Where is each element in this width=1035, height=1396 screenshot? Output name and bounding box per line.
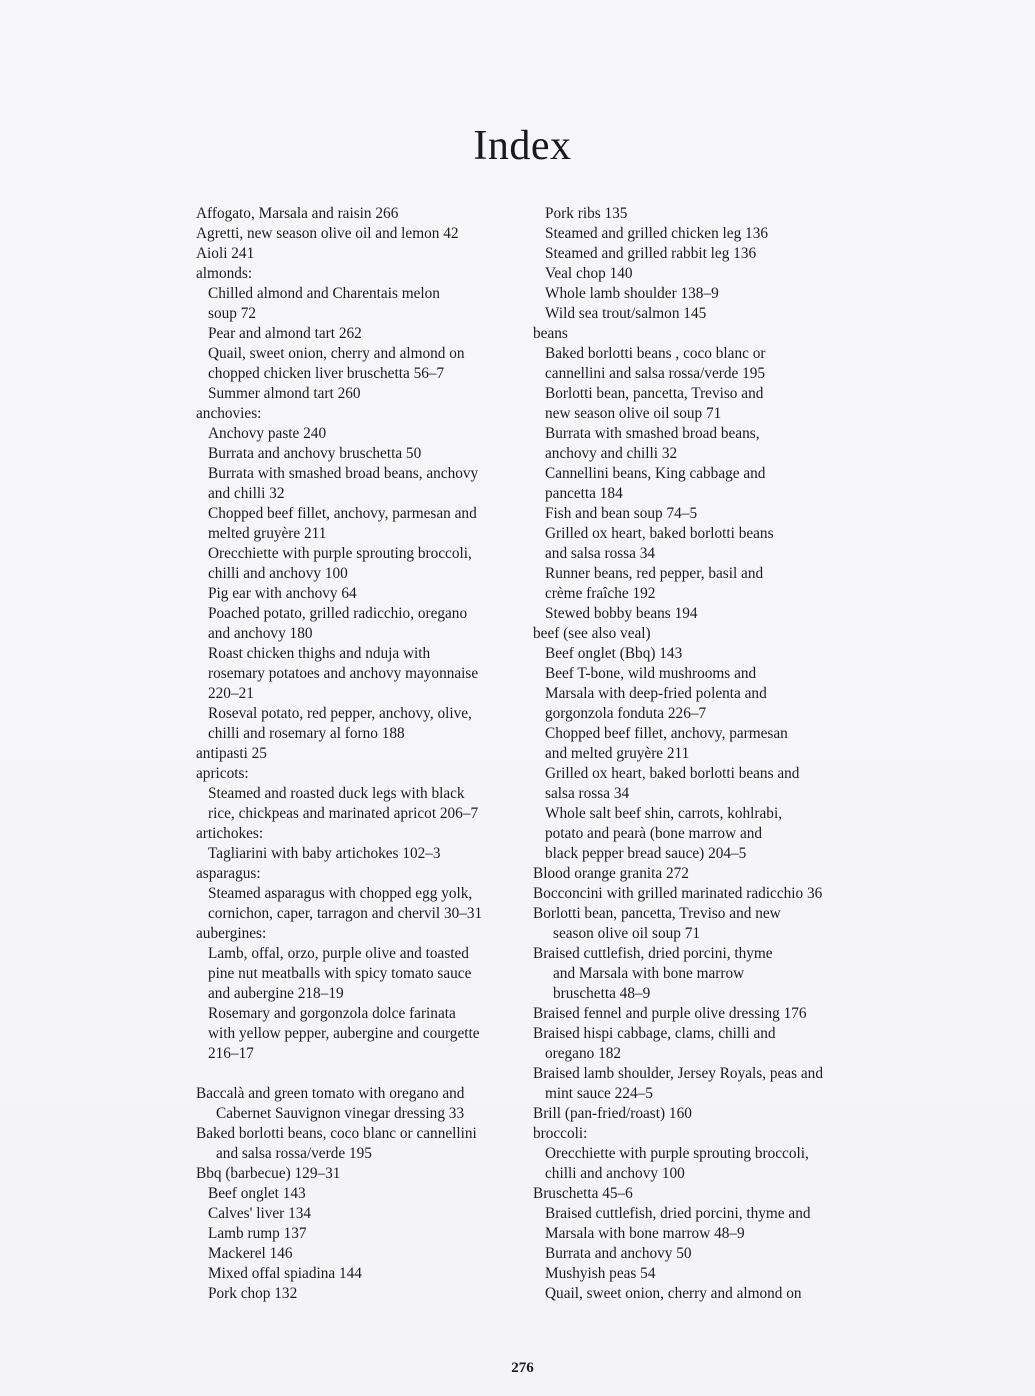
index-entry: Braised cuttlefish, dried porcini, thyme xyxy=(533,945,773,962)
index-entry: apricots: xyxy=(196,765,249,782)
index-subentry: Tagliarini with baby artichokes 102–3 xyxy=(208,845,441,862)
index-subentry: Quail, sweet onion, cherry and almond on xyxy=(545,1285,802,1302)
index-subentry: chopped chicken liver bruschetta 56–7 xyxy=(208,365,445,382)
index-subentry: Poached potato, grilled radicchio, oregano xyxy=(208,605,468,622)
index-entry: Baccalà and green tomato with oregano and xyxy=(196,1085,465,1102)
index-subentry: Whole lamb shoulder 138–9 xyxy=(545,285,719,302)
index-subentry: and salsa rossa/verde 195 xyxy=(216,1145,372,1162)
index-subentry: Quail, sweet onion, cherry and almond on xyxy=(208,345,465,362)
index-entry: aubergines: xyxy=(196,925,267,942)
index-subentry: Burrata with smashed broad beans, xyxy=(545,425,760,442)
index-subentry: Roast chicken thighs and nduja with xyxy=(208,645,431,662)
index-subentry: and aubergine 218–19 xyxy=(208,985,344,1002)
index-subentry: black pepper bread sauce) 204–5 xyxy=(545,845,747,862)
index-subentry: with yellow pepper, aubergine and courgette xyxy=(208,1025,480,1042)
index-subentry: and Marsala with bone marrow xyxy=(553,965,745,982)
index-subentry: Chopped beef fillet, anchovy, parmesan and xyxy=(208,505,477,522)
index-subentry: crème fraîche 192 xyxy=(545,585,656,602)
index-subentry: Pork ribs 135 xyxy=(545,205,628,222)
index-subentry: rice, chickpeas and marinated apricot 206–7 xyxy=(208,805,479,822)
index-subentry: Cabernet Sauvignon vinegar dressing 33 xyxy=(216,1105,465,1122)
index-subentry: Borlotti bean, pancetta, Treviso and xyxy=(545,385,764,402)
index-subentry: 220–21 xyxy=(208,685,254,702)
index-subentry: Pork chop 132 xyxy=(208,1285,298,1302)
index-subentry: Braised cuttlefish, dried porcini, thyme and xyxy=(545,1205,811,1222)
index-subentry: Wild sea trout/salmon 145 xyxy=(545,305,707,322)
index-subentry: pine nut meatballs with spicy tomato sauce xyxy=(208,965,472,982)
index-subentry: Lamb rump 137 xyxy=(208,1225,307,1242)
index-subentry: anchovy and chilli 32 xyxy=(545,445,678,462)
index-subentry: Steamed and grilled chicken leg 136 xyxy=(545,225,769,242)
index-subentry: Roseval potato, red pepper, anchovy, olive, xyxy=(208,705,472,722)
index-subentry: chilli and anchovy 100 xyxy=(545,1165,685,1182)
index-subentry: Lamb, offal, orzo, purple olive and toasted xyxy=(208,945,469,962)
index-entry: Braised lamb shoulder, Jersey Royals, peas and xyxy=(533,1065,823,1082)
index-subentry: Chopped beef fillet, anchovy, parmesan xyxy=(545,725,788,742)
index-subentry: and melted gruyère 211 xyxy=(545,745,690,762)
index-subentry: melted gruyère 211 xyxy=(208,525,327,542)
index-subentry: chilli and rosemary al forno 188 xyxy=(208,725,405,742)
index-subentry: Chilled almond and Charentais melon xyxy=(208,285,440,302)
index-subentry: Steamed and grilled rabbit leg 136 xyxy=(545,245,757,262)
index-subentry: oregano 182 xyxy=(545,1045,622,1062)
index-entry: Blood orange granita 272 xyxy=(533,865,689,882)
index-subentry: season olive oil soup 71 xyxy=(553,925,701,942)
index-subentry: and anchovy 180 xyxy=(208,625,313,642)
page-number: 276 xyxy=(511,1360,534,1376)
index-subentry: Grilled ox heart, baked borlotti beans xyxy=(545,525,774,542)
index-subentry: Mushyish peas 54 xyxy=(545,1265,656,1282)
index-entry: Bruschetta 45–6 xyxy=(533,1185,633,1202)
index-column-left xyxy=(196,204,516,1304)
index-entry: asparagus: xyxy=(196,865,261,882)
index-subentry: Burrata with smashed broad beans, anchovy xyxy=(208,465,479,482)
index-subentry: Orecchiette with purple sprouting broccoli, xyxy=(208,545,472,562)
index-entry: beef (see also veal) xyxy=(533,625,651,642)
index-subentry: Veal chop 140 xyxy=(545,265,633,282)
index-entry: Bbq (barbecue) 129–31 xyxy=(196,1165,341,1182)
index-subentry: and chilli 32 xyxy=(208,485,285,502)
index-subentry: Burrata and anchovy bruschetta 50 xyxy=(208,445,422,462)
index-subentry: gorgonzola fonduta 226–7 xyxy=(545,705,707,722)
page-title: Index xyxy=(473,123,572,169)
index-subentry: Rosemary and gorgonzola dolce farinata xyxy=(208,1005,456,1022)
index-entry: Braised fennel and purple olive dressing 176 xyxy=(533,1005,807,1022)
index-subentry: Fish and bean soup 74–5 xyxy=(545,505,698,522)
index-entry: almonds: xyxy=(196,265,253,282)
index-entry: Baked borlotti beans, coco blanc or cannellini xyxy=(196,1125,477,1142)
index-entry: Bocconcini with grilled marinated radicchio 36 xyxy=(533,885,823,902)
index-subentry: Beef onglet (Bbq) 143 xyxy=(545,645,683,662)
index-entry: Affogato, Marsala and raisin 266 xyxy=(196,205,399,222)
index-subentry: chilli and anchovy 100 xyxy=(208,565,348,582)
index-entry: artichokes: xyxy=(196,825,264,842)
index-subentry: cannellini and salsa rossa/verde 195 xyxy=(545,365,766,382)
index-entry: Borlotti bean, pancetta, Treviso and new xyxy=(533,905,781,922)
index-column-right xyxy=(533,204,858,1304)
index-subentry: Pear and almond tart 262 xyxy=(208,325,362,342)
index-subentry: Marsala with bone marrow 48–9 xyxy=(545,1225,745,1242)
index-subentry: Steamed and roasted duck legs with black xyxy=(208,785,465,802)
index-entry: Brill (pan-fried/roast) 160 xyxy=(533,1105,692,1122)
index-subentry: rosemary potatoes and anchovy mayonnaise xyxy=(208,665,479,682)
index-subentry: Stewed bobby beans 194 xyxy=(545,605,698,622)
index-entry: anchovies: xyxy=(196,405,262,422)
index-subentry: Grilled ox heart, baked borlotti beans and xyxy=(545,765,800,782)
index-subentry: Baked borlotti beans , coco blanc or xyxy=(545,345,766,362)
index-subentry: potato and pearà (bone marrow and xyxy=(545,825,763,842)
index-subentry: cornichon, caper, tarragon and chervil 30–31 xyxy=(208,905,483,922)
index-subentry: Whole salt beef shin, carrots, kohlrabi, xyxy=(545,805,783,822)
index-subentry: pancetta 184 xyxy=(545,485,623,502)
index-subentry: Summer almond tart 260 xyxy=(208,385,361,402)
index-subentry: mint sauce 224–5 xyxy=(545,1085,653,1102)
index-subentry: salsa rossa 34 xyxy=(545,785,630,802)
index-subentry: 216–17 xyxy=(208,1045,254,1062)
index-subentry: Marsala with deep-fried polenta and xyxy=(545,685,767,702)
index-subentry: and salsa rossa 34 xyxy=(545,545,656,562)
index-entry: broccoli: xyxy=(533,1125,588,1142)
index-entry: Aioli 241 xyxy=(196,245,255,262)
index-subentry: Orecchiette with purple sprouting broccoli, xyxy=(545,1145,809,1162)
index-subentry: Anchovy paste 240 xyxy=(208,425,327,442)
index-subentry: Calves' liver 134 xyxy=(208,1205,312,1222)
index-subentry: new season olive oil soup 71 xyxy=(545,405,722,422)
index-subentry: Runner beans, red pepper, basil and xyxy=(545,565,764,582)
index-subentry: Steamed asparagus with chopped egg yolk, xyxy=(208,885,473,902)
index-subentry: Mackerel 146 xyxy=(208,1245,293,1262)
index-section-gap xyxy=(196,1064,516,1084)
index-subentry: Beef onglet 143 xyxy=(208,1185,306,1202)
index-entry: antipasti 25 xyxy=(196,745,267,762)
index-subentry: Cannellini beans, King cabbage and xyxy=(545,465,766,482)
index-subentry: Pig ear with anchovy 64 xyxy=(208,585,357,602)
index-subentry: bruschetta 48–9 xyxy=(553,985,651,1002)
index-entry: Agretti, new season olive oil and lemon 42 xyxy=(196,225,459,242)
index-subentry: Burrata and anchovy 50 xyxy=(545,1245,692,1262)
index-subentry: Mixed offal spiadina 144 xyxy=(208,1265,362,1282)
index-entry: beans xyxy=(533,325,568,342)
index-subentry: soup 72 xyxy=(208,305,257,322)
index-subentry: Beef T-bone, wild mushrooms and xyxy=(545,665,757,682)
index-entry: Braised hispi cabbage, clams, chilli and xyxy=(533,1025,776,1042)
